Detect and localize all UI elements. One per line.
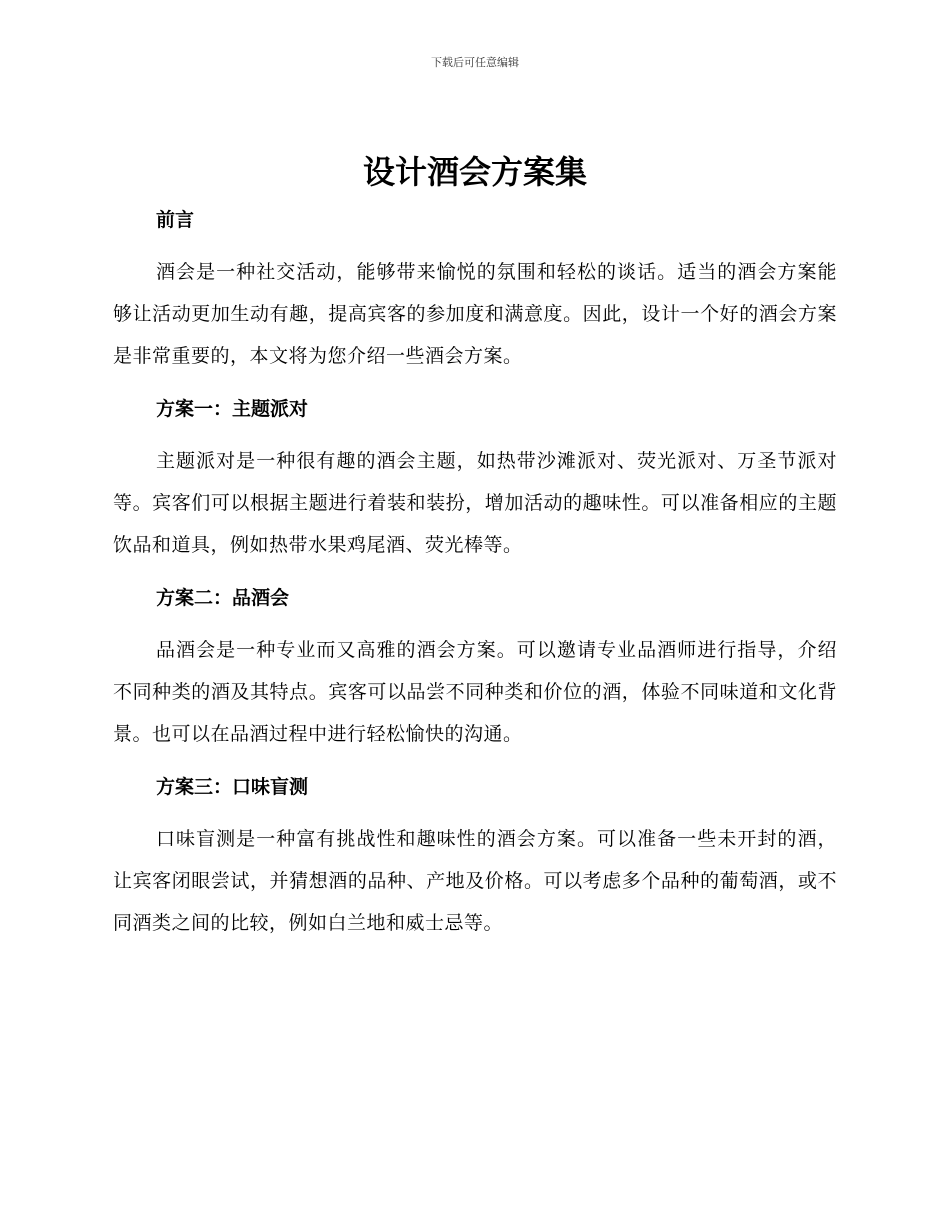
section-heading: 方案二：品酒会 (156, 587, 290, 609)
section-plan-two (113, 577, 837, 755)
document-title: 设计酒会方案集 (362, 153, 587, 191)
section-paragraph: 品酒会是一种专业而又高雅的酒会方案。可以邀请专业品酒师进行指导，介绍不同种类的酒及其特点。宾客可以品尝不同种类和价位的酒，体验不同味道和文化背景。也可以在品酒过程中进行轻松愉快的沟通。 (113, 639, 837, 745)
section-heading: 方案一：主题派对 (156, 398, 309, 420)
section-paragraph: 口味盲测是一种富有挑战性和趣味性的酒会方案。可以准备一些未开封的酒，让宾客闭眼尝试，并猜想酒的品种、产地及价格。可以考虑多个品种的葡萄酒，或不同酒类之间的比较，例如白兰地和威士忌等。 (113, 828, 837, 934)
section-plan-three (113, 766, 837, 944)
section-heading: 前言 (156, 209, 195, 231)
section-paragraph: 酒会是一种社交活动，能够带来愉悦的氛围和轻松的谈话。适当的酒会方案能够让活动更加生动有趣，提高宾客的参加度和满意度。因此，设计一个好的酒会方案是非常重要的，本文将为您介绍一些酒会方案。 (113, 261, 837, 367)
document-body (113, 199, 837, 955)
section-plan-one (113, 388, 837, 566)
section-paragraph: 主题派对是一种很有趣的酒会主题，如热带沙滩派对、荧光派对、万圣节派对等。宾客们可以根据主题进行着装和装扮，增加活动的趣味性。可以准备相应的主题饮品和道具，例如热带水果鸡尾酒、荧光棒等。 (113, 450, 837, 556)
section-heading: 方案三：口味盲测 (156, 776, 309, 798)
page-header: 下载后可任意编辑 (431, 56, 519, 69)
section-preface (113, 199, 837, 377)
